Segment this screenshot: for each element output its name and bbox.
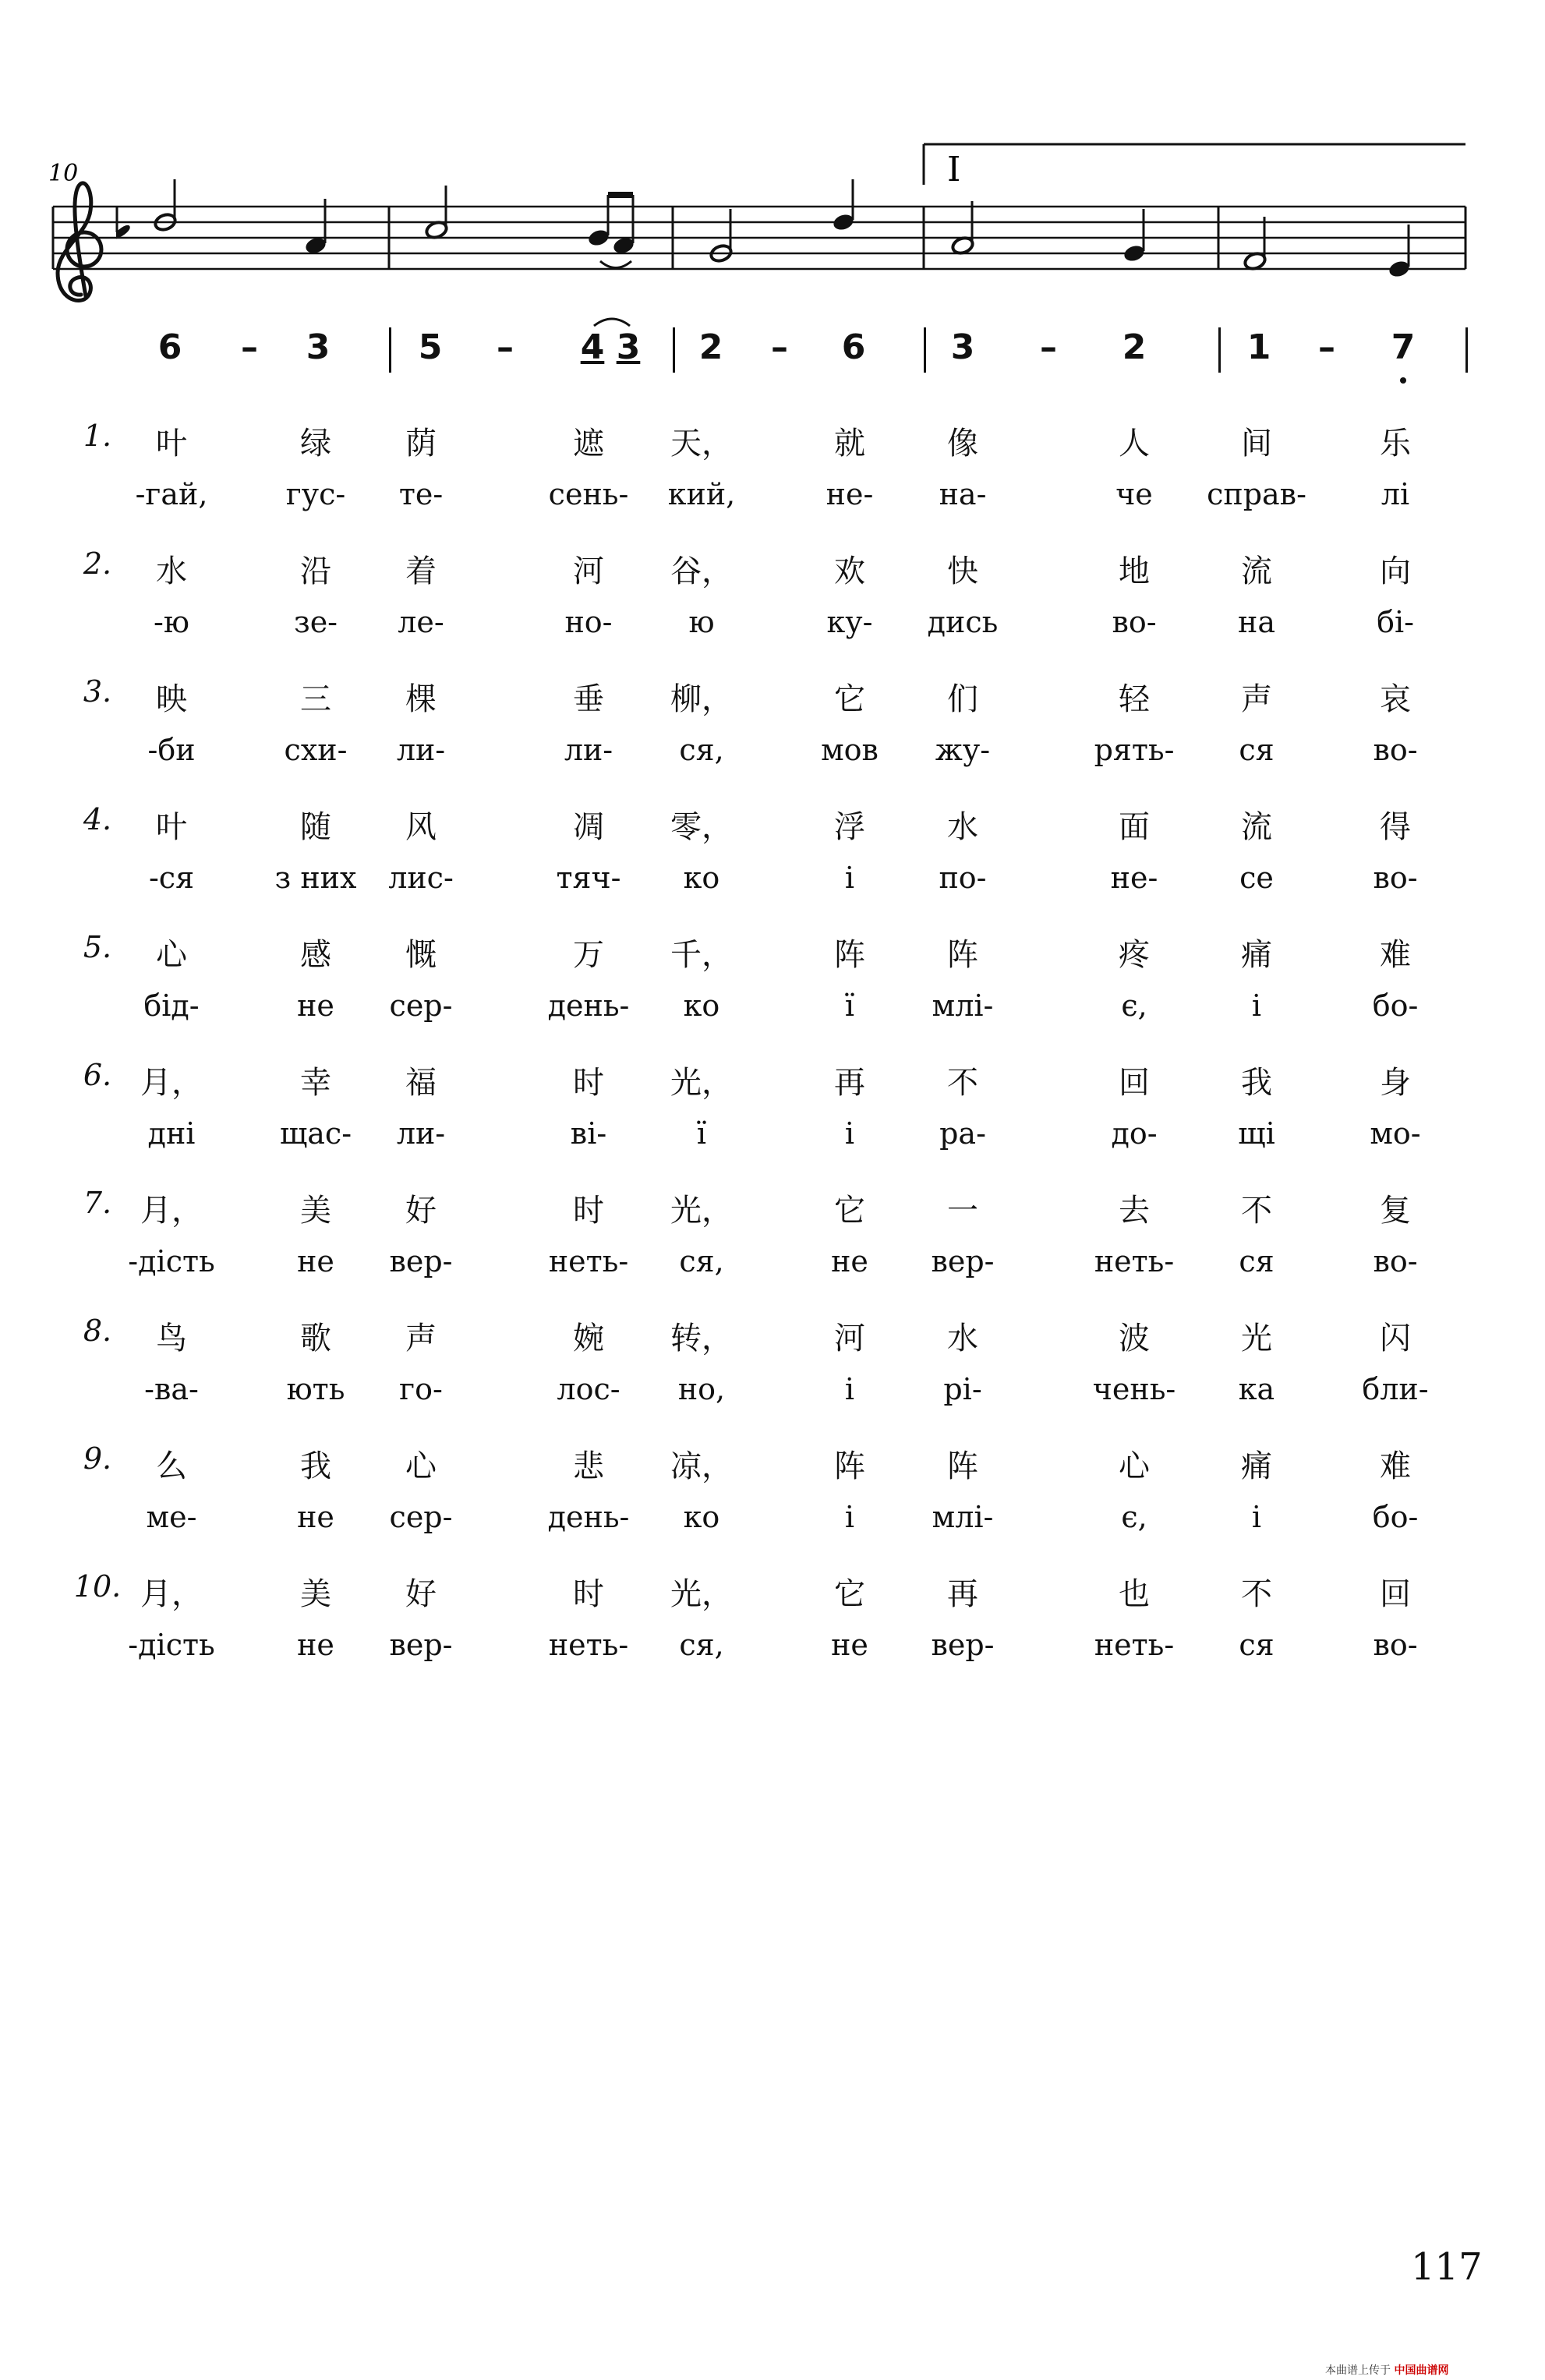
- measure-number: 10: [48, 160, 79, 187]
- lyric-ukrainian: ку-: [826, 605, 873, 639]
- lyric-chinese: 美: [300, 1193, 331, 1229]
- lyric-chinese: 面: [1119, 809, 1150, 845]
- lyric-ukrainian: день-: [547, 1500, 630, 1534]
- slur: [600, 261, 631, 268]
- lyric-ukrainian: і: [844, 1372, 855, 1406]
- lyric-ukrainian: ся: [1239, 733, 1275, 767]
- lyric-ukrainian: зе-: [293, 605, 338, 639]
- jianpu-dash: –: [497, 327, 514, 367]
- jianpu-note: 2: [698, 327, 723, 367]
- lyric-chinese: 么: [156, 1448, 187, 1484]
- lyric-chinese: 柳，: [670, 681, 733, 717]
- lyric-chinese: 遮: [573, 426, 604, 462]
- lyric-ukrainian: вер-: [389, 1628, 453, 1662]
- lyric-chinese: 它: [834, 681, 865, 717]
- lyric-ukrainian: но-: [564, 605, 613, 639]
- note-a4-half: [951, 201, 975, 256]
- lyric-ukrainian: рі-: [943, 1372, 982, 1406]
- jianpu-dash: –: [1040, 327, 1057, 367]
- lyric-ukrainian: не: [831, 1244, 868, 1278]
- lyric-chinese: 光，: [670, 1065, 733, 1101]
- lyric-ukrainian: щас-: [279, 1116, 352, 1151]
- lyric-ukrainian: ся,: [679, 1628, 724, 1662]
- jianpu-note: 1: [1246, 327, 1271, 367]
- lyric-chinese: 身: [1380, 1065, 1411, 1101]
- lyric-chinese: 沿: [300, 553, 331, 589]
- lyric-chinese: 心: [156, 937, 187, 973]
- lyric-chinese: 叶: [156, 426, 187, 462]
- note-f4-half: [1243, 217, 1267, 271]
- lyric-ukrainian: не-: [1110, 861, 1158, 895]
- lyric-ukrainian: сень-: [548, 477, 629, 511]
- lyric-chinese: 痛: [1241, 937, 1272, 973]
- lyric-chinese: 不: [1241, 1193, 1272, 1229]
- jianpu-dash: –: [1318, 327, 1335, 367]
- verse-number: 9.: [83, 1441, 112, 1476]
- verse-number: 4.: [83, 802, 112, 836]
- lyric-ukrainian: ле-: [398, 605, 444, 639]
- lyric-ukrainian: рять-: [1094, 733, 1175, 767]
- lyric-chinese: 歌: [300, 1321, 331, 1356]
- lyric-ukrainian: ли-: [564, 733, 613, 767]
- volta-bracket: [924, 144, 1465, 189]
- lyric-chinese: 时: [573, 1065, 604, 1101]
- lyric-ukrainian: неть-: [1094, 1244, 1175, 1278]
- lyric-chinese: 它: [834, 1193, 865, 1229]
- verse-row-ukrainian: [0, 1116, 1545, 1179]
- note-g4-half: [709, 209, 734, 263]
- lyric-ukrainian: неть-: [548, 1244, 629, 1278]
- lyric-ukrainian: во-: [1373, 1628, 1418, 1662]
- lyric-ukrainian: ко: [683, 1500, 720, 1534]
- lyric-chinese: 水: [947, 1321, 978, 1356]
- lyric-ukrainian: не-: [826, 477, 874, 511]
- lyric-chinese: 绿: [300, 426, 331, 462]
- note-c5-half: [425, 186, 449, 240]
- jianpu-marks: [0, 312, 1545, 390]
- lyric-chinese: 浮: [834, 809, 865, 845]
- verse-row-ukrainian: [0, 861, 1545, 923]
- verse-number: 6.: [83, 1058, 112, 1092]
- lyric-chinese: 回: [1380, 1576, 1411, 1612]
- lyric-ukrainian: ся,: [679, 1244, 724, 1278]
- verse-row-ukrainian: [0, 477, 1545, 539]
- lyric-ukrainian: не: [297, 1500, 334, 1534]
- lyric-ukrainian: щі: [1238, 1116, 1275, 1151]
- lyric-chinese: 月，: [140, 1576, 203, 1612]
- lyric-chinese: 痛: [1241, 1448, 1272, 1484]
- lyric-ukrainian: справ-: [1207, 477, 1306, 511]
- lyric-chinese: 河: [834, 1321, 865, 1356]
- lyric-ukrainian: дні: [147, 1116, 196, 1151]
- verse-number: 10.: [73, 1569, 122, 1604]
- lyric-ukrainian: на-: [939, 477, 987, 511]
- lyric-chinese: 心: [405, 1448, 437, 1484]
- lyric-ukrainian: до-: [1111, 1116, 1158, 1151]
- staff-lines: [53, 207, 1465, 269]
- lyric-chinese: 着: [405, 553, 437, 589]
- lyric-ukrainian: ї: [696, 1116, 707, 1151]
- lyric-chinese: 月，: [140, 1193, 203, 1229]
- jianpu-barline: [1465, 327, 1468, 373]
- lyric-ukrainian: гус-: [285, 477, 346, 511]
- lyric-chinese: 转，: [670, 1321, 733, 1356]
- lyric-chinese: 棵: [405, 681, 437, 717]
- lyric-ukrainian: бі-: [1377, 605, 1414, 639]
- lyric-chinese: 映: [156, 681, 187, 717]
- lyric-chinese: 凋: [573, 809, 604, 845]
- lyric-chinese: 时: [573, 1576, 604, 1612]
- lyric-ukrainian: сер-: [389, 1500, 453, 1534]
- jianpu-barline: [924, 327, 926, 373]
- verse-row-chinese: [0, 930, 1545, 992]
- lyric-ukrainian: кий,: [667, 477, 736, 511]
- jianpu-note: 4: [580, 327, 605, 367]
- lyric-chinese: 水: [947, 809, 978, 845]
- lyric-chinese: 哀: [1380, 681, 1411, 717]
- lyric-ukrainian: і: [844, 1500, 855, 1534]
- lyric-ukrainian: вер-: [931, 1628, 995, 1662]
- volta-label: I: [947, 150, 961, 189]
- lyric-chinese: 福: [405, 1065, 437, 1101]
- lyric-ukrainian: во-: [1373, 733, 1418, 767]
- lyric-ukrainian: лі: [1381, 477, 1410, 511]
- lyric-ukrainian: бід-: [143, 988, 200, 1023]
- lyric-chinese: 时: [573, 1193, 604, 1229]
- lyric-chinese: 我: [300, 1448, 331, 1484]
- lyric-ukrainian: день-: [547, 988, 630, 1023]
- lyric-chinese: 声: [1241, 681, 1272, 717]
- lyric-ukrainian: ра-: [939, 1116, 986, 1151]
- lyric-chinese: 月，: [140, 1065, 203, 1101]
- verse-number: 3.: [83, 674, 112, 709]
- note-a4-eighth: [612, 195, 636, 256]
- lyric-chinese: 也: [1119, 1576, 1150, 1612]
- lyric-chinese: 慨: [405, 937, 437, 973]
- lyric-ukrainian: се: [1239, 861, 1274, 895]
- lyric-chinese: 快: [947, 553, 978, 589]
- verse-number: 8.: [83, 1314, 112, 1348]
- lyric-chinese: 谷，: [670, 553, 733, 589]
- lyric-ukrainian: з них: [274, 861, 357, 895]
- lyric-chinese: 幸: [300, 1065, 331, 1101]
- lyric-chinese: 间: [1241, 426, 1272, 462]
- verse-row-chinese: [0, 1314, 1545, 1376]
- lyric-chinese: 去: [1119, 1193, 1150, 1229]
- lyric-ukrainian: но,: [677, 1372, 726, 1406]
- lyric-ukrainian: че: [1115, 477, 1153, 511]
- jianpu-note: 6: [841, 327, 866, 367]
- lyric-chinese: 随: [300, 809, 331, 845]
- lyric-chinese: 回: [1119, 1065, 1150, 1101]
- lyric-ukrainian: во-: [1373, 1244, 1418, 1278]
- jianpu-barline: [389, 327, 391, 373]
- lyric-ukrainian: ся,: [679, 733, 724, 767]
- jianpu-note: 7: [1391, 327, 1416, 367]
- jianpu-note: 3: [306, 327, 331, 367]
- lyric-ukrainian: не: [297, 1244, 334, 1278]
- lyric-ukrainian: і: [844, 1116, 855, 1151]
- treble-clef-icon: [58, 183, 101, 301]
- lyric-chinese: 垂: [573, 681, 604, 717]
- lyric-chinese: 好: [405, 1193, 437, 1229]
- lyric-ukrainian: ю: [688, 605, 715, 639]
- verse-row-chinese: [0, 546, 1545, 609]
- lyric-chinese: 鸟: [156, 1321, 187, 1356]
- lyric-ukrainian: ся: [1239, 1628, 1275, 1662]
- verse-row-ukrainian: [0, 1628, 1545, 1690]
- lyric-ukrainian: ко: [683, 988, 720, 1023]
- page-number: 117: [1411, 2245, 1483, 2289]
- lyric-ukrainian: неть-: [548, 1628, 629, 1662]
- lyric-ukrainian: тяч-: [556, 861, 621, 895]
- lyric-ukrainian: мо-: [1370, 1116, 1421, 1151]
- note-e4-quarter: [1388, 225, 1412, 279]
- lyric-chinese: 复: [1380, 1193, 1411, 1229]
- upload-footer: [1325, 2362, 1448, 2378]
- lyric-chinese: 地: [1119, 553, 1150, 589]
- lyric-ukrainian: -гай,: [135, 477, 208, 511]
- jianpu-note: 3: [616, 327, 641, 367]
- lyric-chinese: 阵: [834, 937, 865, 973]
- verse-row-chinese: [0, 419, 1545, 481]
- lyric-chinese: 千，: [670, 937, 733, 973]
- lyric-chinese: 难: [1380, 1448, 1411, 1484]
- lyric-chinese: 天，: [670, 426, 733, 462]
- lyric-ukrainian: не: [297, 1628, 334, 1662]
- lyric-chinese: 三: [300, 681, 331, 717]
- verse-row-ukrainian: [0, 1372, 1545, 1434]
- lyric-ukrainian: мов: [821, 733, 879, 767]
- verse-row-chinese: [0, 1441, 1545, 1504]
- footer-site: 中国曲谱网: [1394, 2364, 1449, 2377]
- note-g4-quarter: [1123, 209, 1147, 263]
- lyric-ukrainian: на: [1238, 605, 1275, 639]
- lyric-chinese: 得: [1380, 809, 1411, 845]
- lyric-chinese: 光，: [670, 1193, 733, 1229]
- lyric-ukrainian: і: [1251, 988, 1262, 1023]
- verse-number: 5.: [83, 930, 112, 964]
- jianpu-barline: [1218, 327, 1221, 373]
- lyric-ukrainian: го-: [399, 1372, 443, 1406]
- lyric-ukrainian: лос-: [557, 1372, 620, 1406]
- lyric-chinese: 阵: [834, 1448, 865, 1484]
- jianpu-note: 6: [157, 327, 182, 367]
- lyric-chinese: 叶: [156, 809, 187, 845]
- lyric-ukrainian: бо-: [1372, 1500, 1419, 1534]
- lyric-chinese: 流: [1241, 553, 1272, 589]
- lyric-ukrainian: -дість: [128, 1628, 215, 1662]
- lyric-chinese: 阵: [947, 1448, 978, 1484]
- lyric-ukrainian: млі-: [932, 1500, 994, 1534]
- lyric-chinese: 闪: [1380, 1321, 1411, 1356]
- verse-row-ukrainian: [0, 605, 1545, 667]
- lyric-chinese: 波: [1119, 1321, 1150, 1356]
- verse-row-chinese: [0, 1186, 1545, 1248]
- lyric-ukrainian: -ю: [154, 605, 189, 639]
- lyric-chinese: 凉，: [670, 1448, 733, 1484]
- verse-row-chinese: [0, 1569, 1545, 1632]
- lyric-ukrainian: ють: [286, 1372, 345, 1406]
- lyric-ukrainian: схи-: [284, 733, 348, 767]
- jianpu-note: 3: [950, 327, 975, 367]
- lyric-ukrainian: -ва-: [144, 1372, 199, 1406]
- verse-row-chinese: [0, 802, 1545, 865]
- lyric-chinese: 悲: [573, 1448, 604, 1484]
- lyric-ukrainian: во-: [1373, 861, 1418, 895]
- lyric-chinese: 光: [1241, 1321, 1272, 1356]
- lyric-chinese: 荫: [405, 426, 437, 462]
- footer-prefix: 本曲谱上传于: [1325, 2364, 1391, 2377]
- lyric-chinese: 疼: [1119, 937, 1150, 973]
- lyric-ukrainian: ко: [683, 861, 720, 895]
- verse-number: 1.: [83, 419, 112, 453]
- lyric-chinese: 轻: [1119, 681, 1150, 717]
- lyric-ukrainian: чень-: [1092, 1372, 1176, 1406]
- lyric-ukrainian: ме-: [146, 1500, 197, 1534]
- lyric-ukrainian: і: [1251, 1500, 1262, 1534]
- lyric-ukrainian: млі-: [932, 988, 994, 1023]
- lyric-ukrainian: ли-: [396, 1116, 446, 1151]
- lyric-chinese: 再: [947, 1576, 978, 1612]
- lyric-ukrainian: не: [831, 1628, 868, 1662]
- lyric-chinese: 风: [405, 809, 437, 845]
- lyric-chinese: 心: [1119, 1448, 1150, 1484]
- lyric-ukrainian: бли-: [1362, 1372, 1429, 1406]
- verse-number: 7.: [83, 1186, 112, 1220]
- verse-row-chinese: [0, 674, 1545, 737]
- lyric-ukrainian: не: [297, 988, 334, 1023]
- lyric-chinese: 婉: [573, 1321, 604, 1356]
- lyric-ukrainian: ка: [1238, 1372, 1275, 1406]
- lyric-ukrainian: жу-: [935, 733, 991, 767]
- lyric-chinese: 人: [1119, 426, 1150, 462]
- jianpu-dash: –: [241, 327, 258, 367]
- lyric-chinese: 一: [947, 1193, 978, 1229]
- lyric-ukrainian: ли-: [396, 733, 446, 767]
- lyric-chinese: 乐: [1380, 426, 1411, 462]
- lyric-ukrainian: сер-: [389, 988, 453, 1023]
- lyric-ukrainian: є,: [1121, 1500, 1147, 1534]
- lyric-chinese: 万: [573, 937, 604, 973]
- lyric-ukrainian: лис-: [388, 861, 454, 895]
- lyric-chinese: 欢: [834, 553, 865, 589]
- lyric-chinese: 光，: [670, 1576, 733, 1612]
- lyric-chinese: 声: [405, 1321, 437, 1356]
- lyric-chinese: 它: [834, 1576, 865, 1612]
- lyric-chinese: 向: [1380, 553, 1411, 589]
- lyric-chinese: 我: [1241, 1065, 1272, 1101]
- lyric-ukrainian: дись: [927, 605, 999, 639]
- lyric-chinese: 感: [300, 937, 331, 973]
- lyric-chinese: 水: [156, 553, 187, 589]
- lyric-ukrainian: ві-: [570, 1116, 607, 1151]
- lyric-ukrainian: -ся: [148, 861, 195, 895]
- lyric-ukrainian: вер-: [389, 1244, 453, 1278]
- lyric-ukrainian: неть-: [1094, 1628, 1175, 1662]
- lyric-ukrainian: те-: [398, 477, 444, 511]
- verse-row-ukrainian: [0, 1244, 1545, 1307]
- lyric-chinese: 零，: [670, 809, 733, 845]
- lyric-chinese: 像: [947, 426, 978, 462]
- lyric-chinese: 好: [405, 1576, 437, 1612]
- jianpu-dash: –: [771, 327, 788, 367]
- lyric-chinese: 流: [1241, 809, 1272, 845]
- lyric-ukrainian: є,: [1121, 988, 1147, 1023]
- verse-row-ukrainian: [0, 733, 1545, 795]
- lyric-chinese: 不: [1241, 1576, 1272, 1612]
- verse-row-ukrainian: [0, 988, 1545, 1051]
- lyric-ukrainian: вер-: [931, 1244, 995, 1278]
- lyric-ukrainian: -би: [147, 733, 196, 767]
- lyric-ukrainian: во-: [1112, 605, 1157, 639]
- lyric-ukrainian: по-: [939, 861, 987, 895]
- lyric-chinese: 们: [947, 681, 978, 717]
- lyric-chinese: 就: [834, 426, 865, 462]
- lyric-ukrainian: і: [844, 861, 855, 895]
- lyric-ukrainian: -дість: [128, 1244, 215, 1278]
- lyric-chinese: 难: [1380, 937, 1411, 973]
- lyric-chinese: 阵: [947, 937, 978, 973]
- lyric-chinese: 再: [834, 1065, 865, 1101]
- jianpu-note: 2: [1122, 327, 1147, 367]
- verse-row-ukrainian: [0, 1500, 1545, 1562]
- verse-number: 2.: [83, 546, 112, 581]
- lyric-ukrainian: бо-: [1372, 988, 1419, 1023]
- lyric-ukrainian: ї: [844, 988, 855, 1023]
- lyric-ukrainian: ся: [1239, 1244, 1275, 1278]
- jianpu-barline: [673, 327, 675, 373]
- jianpu-note: 5: [418, 327, 443, 367]
- lyric-chinese: 河: [573, 553, 604, 589]
- lyric-chinese: 美: [300, 1576, 331, 1612]
- verse-row-chinese: [0, 1058, 1545, 1120]
- lyric-chinese: 不: [947, 1065, 978, 1101]
